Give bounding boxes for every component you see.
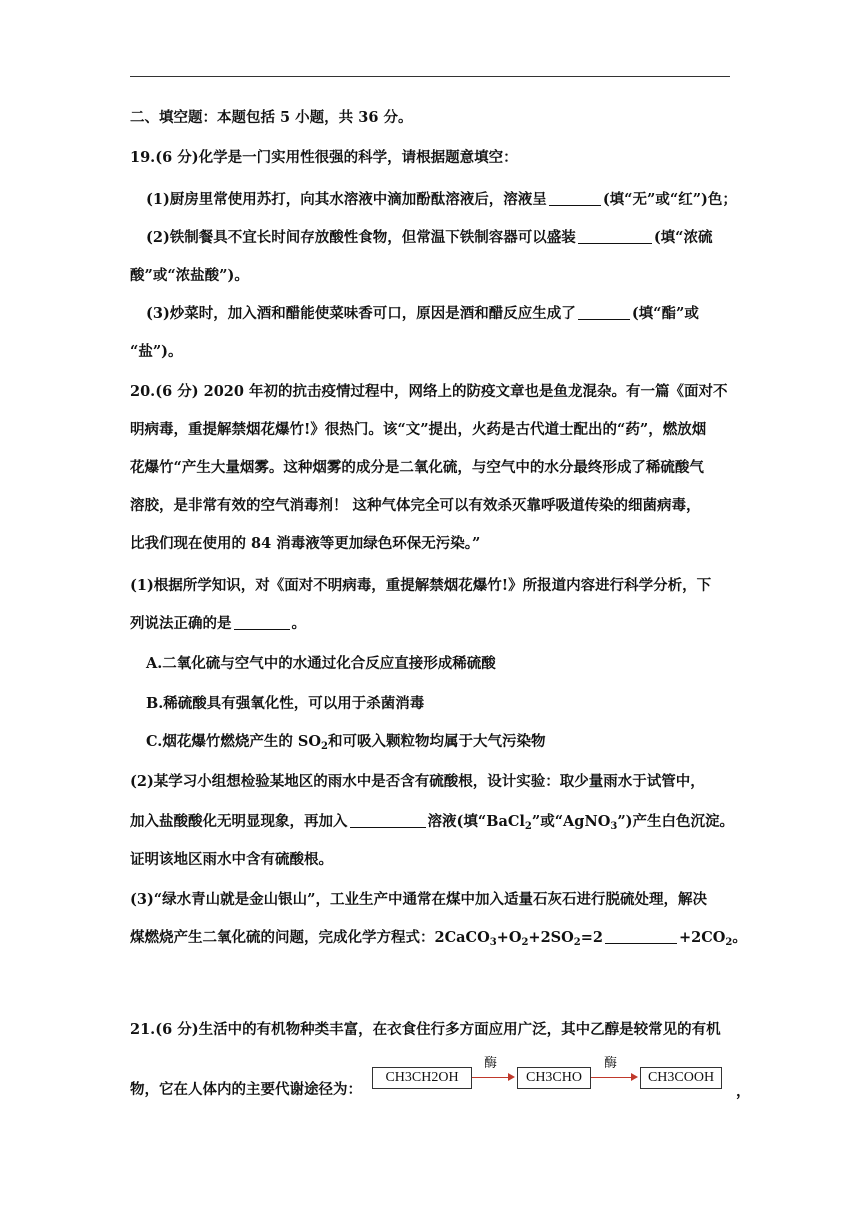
acetaldehyde-box: CH3CHO bbox=[517, 1067, 591, 1089]
q19-part3-cont: “盐”)。 bbox=[130, 343, 183, 360]
enzyme-label-1: 酶 bbox=[484, 1056, 498, 1071]
q19-part3: (3)炒菜时，加入酒和醋能使菜味香可口，原因是酒和醋反应生成了 (填“酯”或 bbox=[146, 305, 699, 322]
q20-option-b: B.稀硫酸具有强氧化性，可以用于杀菌消毒 bbox=[146, 695, 425, 712]
q20-part3: (3)“绿水青山就是金山银山”，工业生产中通常在煤中加入适量石灰石进行脱硫处理，解决 bbox=[130, 891, 707, 908]
q20-option-c: C.烟花爆竹燃烧产生的 $SO_2$和可吸入颗粒物均属于大气污染物 bbox=[146, 733, 546, 752]
q20-line1: 20.(6 分) 2020 年初的抗击疫情过程中，网络上的防疫文章也是鱼龙混杂。有一篇《面对不 bbox=[130, 383, 728, 400]
answer-blank[interactable] bbox=[605, 928, 677, 944]
arrow-2-head bbox=[631, 1073, 638, 1081]
q20-part2-end: 证明该地区雨水中含有硫酸根。 bbox=[130, 851, 333, 868]
q20-part2-cont: 加入盐酸酸化无明显现象，再加入 溶液(填“BaCl$_2$”或“AgNO$_3$”)产生白色沉淀。 bbox=[130, 813, 735, 832]
q20-part1-cont: 列说法正确的是 。 bbox=[130, 615, 306, 632]
arrow-1 bbox=[472, 1077, 508, 1078]
q20-part2: (2)某学习小组想检验某地区的雨水中是否含有硫酸根，设计实验：取少量雨水于试管中， bbox=[130, 773, 705, 790]
q20-option-a: A.二氧化硫与空气中的水通过化合反应直接形成稀硫酸 bbox=[146, 655, 496, 672]
arrow-2 bbox=[591, 1077, 631, 1078]
answer-blank[interactable] bbox=[578, 304, 630, 320]
section-title: 二、填空题：本题包括 5 小题，共 36 分。 bbox=[130, 109, 413, 126]
trailing-comma: ， bbox=[736, 1083, 751, 1100]
q21-line1: 21.(6 分)生活中的有机物种类丰富，在衣食住行多方面应用广泛，其中乙醇是较常见的有机 bbox=[130, 1021, 721, 1038]
q19-part1: (1)厨房里常使用苏打，向其水溶液中滴加酚酞溶液后，溶液呈 (填“无”或“红”)色； bbox=[146, 191, 737, 208]
q19-part2: (2)铁制餐具不宜长时间存放酸性食物，但常温下铁制容器可以盛装 (填“浓硫 bbox=[146, 229, 713, 246]
q20-part3-cont: 煤燃烧产生二氧化硫的问题，完成化学方程式：$2CaCO_3+O_2+2SO_2=2 +2CO_2$。 bbox=[130, 929, 747, 948]
q19-part2-cont: 酸”或“浓盐酸”)。 bbox=[130, 267, 249, 284]
answer-blank[interactable] bbox=[578, 228, 652, 244]
q20-line4: 溶胶，是非常有效的空气消毒剂！ 这种气体完全可以有效杀灭靠呼吸道传染的细菌病毒， bbox=[130, 497, 701, 514]
answer-blank[interactable] bbox=[234, 614, 290, 630]
answer-blank[interactable] bbox=[350, 812, 426, 828]
top-rule bbox=[130, 76, 730, 77]
q20-part1: (1)根据所学知识，对《面对不明病毒，重提解禁烟花爆竹!》所报道内容进行科学分析，下 bbox=[130, 577, 712, 594]
acetic-acid-box: CH3COOH bbox=[640, 1067, 722, 1089]
q20-line5: 比我们现在使用的 84 消毒液等更加绿色环保无污染。” bbox=[130, 535, 481, 552]
answer-blank[interactable] bbox=[549, 190, 601, 206]
ethanol-box: CH3CH2OH bbox=[372, 1067, 472, 1089]
enzyme-label-2: 酶 bbox=[604, 1056, 618, 1071]
q20-line3: 花爆竹“产生大量烟雾。这种烟雾的成分是二氧化硫，与空气中的水分最终形成了稀硫酸气 bbox=[130, 459, 704, 476]
arrow-1-head bbox=[508, 1073, 515, 1081]
q20-line2: 明病毒，重提解禁烟花爆竹!》很热门。该“文”提出，火药是古代道士配出的“药”，燃放烟 bbox=[130, 421, 707, 438]
q19-stem: 19.(6 分)化学是一门实用性很强的科学，请根据题意填空： bbox=[130, 149, 518, 166]
metabolism-flow-diagram bbox=[372, 1052, 732, 1092]
q21-line2: 物，它在人体内的主要代谢途径为： bbox=[130, 1081, 362, 1098]
